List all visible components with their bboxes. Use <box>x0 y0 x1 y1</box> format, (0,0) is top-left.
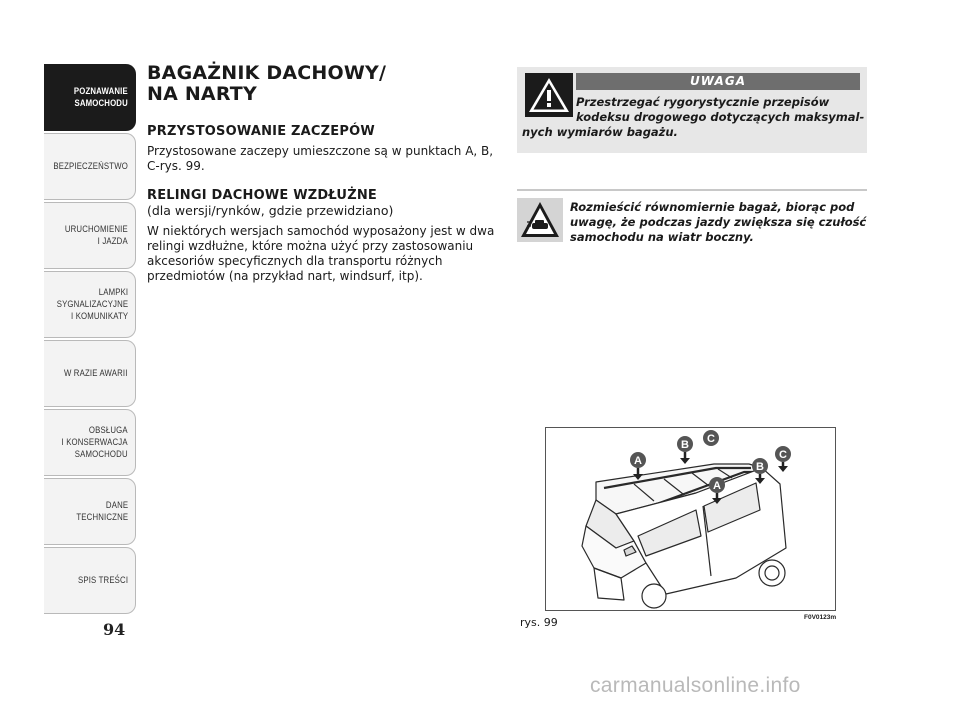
tab-w-razie-awarii[interactable] <box>44 340 136 407</box>
crosswind-car-icon <box>517 198 563 242</box>
section-text-relingi: W niektórych wersjach samochód wyposażony jest w dwa relingi wzdłużne, które można użyć przy zastosowaniu akcesoriów specyficznych dla transportu różnych przedmiotów (na przykład nart, windsurf, itp). <box>147 224 495 283</box>
tab-label: BEZPIECZEŃSTWO <box>53 160 128 172</box>
figure-caption: rys. 99 <box>520 616 558 629</box>
figure-code: F0V0123m <box>804 614 837 621</box>
section-subheading-relingi: (dla wersji/rynków, gdzie przewidziano) <box>147 203 394 218</box>
tab-dane-techniczne[interactable] <box>44 478 136 545</box>
chapter-sidebar <box>44 64 136 616</box>
main-content <box>147 63 497 298</box>
watermark: carmanualsonline.info <box>590 674 801 697</box>
section-heading-relingi: RELINGI DACHOWE WZDŁUŻNE <box>147 188 377 203</box>
tab-label: URUCHOMIENIE I JAZDA <box>65 223 128 247</box>
page-title: BAGAŻNIK DACHOWY/ NA NARTY <box>147 62 387 105</box>
tab-label: OBSŁUGA I KONSERWACJA SAMOCHODU <box>61 424 128 460</box>
tab-obsluga-i-konserwacja[interactable] <box>44 409 136 476</box>
roof-rack-figure <box>545 427 836 611</box>
note-text: Rozmieścić równomiernie bagaż, biorąc pod uwagę, że podczas jazdy zwiększa się czułość samochodu na wiatr boczny. <box>570 200 867 244</box>
tab-lampki-sygnalizacyjne[interactable] <box>44 271 136 338</box>
warning-box <box>517 67 867 153</box>
tab-uruchomienie-i-jazda[interactable] <box>44 202 136 269</box>
section-text-zaczepy: Przystosowane zaczepy umieszczone są w punktach A, B, C-rys. 99. <box>147 144 494 173</box>
tab-bezpieczenstwo[interactable] <box>44 133 136 200</box>
tab-label: SPIS TREŚCI <box>77 574 128 586</box>
marker-c-left <box>703 430 719 446</box>
tab-spis-tresci[interactable] <box>44 547 136 614</box>
page-number: 94 <box>103 620 126 639</box>
warning-header: UWAGA <box>576 73 860 90</box>
tab-label: W RAZIE AWARII <box>64 367 128 379</box>
tab-label: DANE TECHNICZNE <box>76 499 128 523</box>
svg-text:C: C <box>707 433 715 445</box>
van-illustration <box>546 428 835 610</box>
tab-label: LAMPKI SYGNALIZACYJNE I KOMUNIKATY <box>56 286 128 322</box>
svg-text:A: A <box>634 455 642 467</box>
warning-triangle-icon <box>525 73 573 117</box>
warning-text-continued: nych wymiarów bagażu. <box>522 125 678 139</box>
tab-label: POZNAWANIE SAMOCHODU <box>73 85 128 109</box>
tab-poznawanie-samochodu[interactable] <box>44 64 136 131</box>
svg-text:B: B <box>681 439 689 451</box>
warning-text: Przestrzegać rygorystycznie przepisów kodeksu drogowego dotyczących maksymal- <box>576 95 865 124</box>
svg-text:B: B <box>756 461 764 473</box>
section-heading-zaczepy: PRZYSTOSOWANIE ZACZEPÓW <box>147 124 375 139</box>
svg-text:C: C <box>779 449 787 461</box>
svg-text:A: A <box>713 480 721 492</box>
marker-b-left <box>677 436 693 464</box>
note-divider <box>517 189 867 191</box>
marker-c-right <box>775 446 791 472</box>
